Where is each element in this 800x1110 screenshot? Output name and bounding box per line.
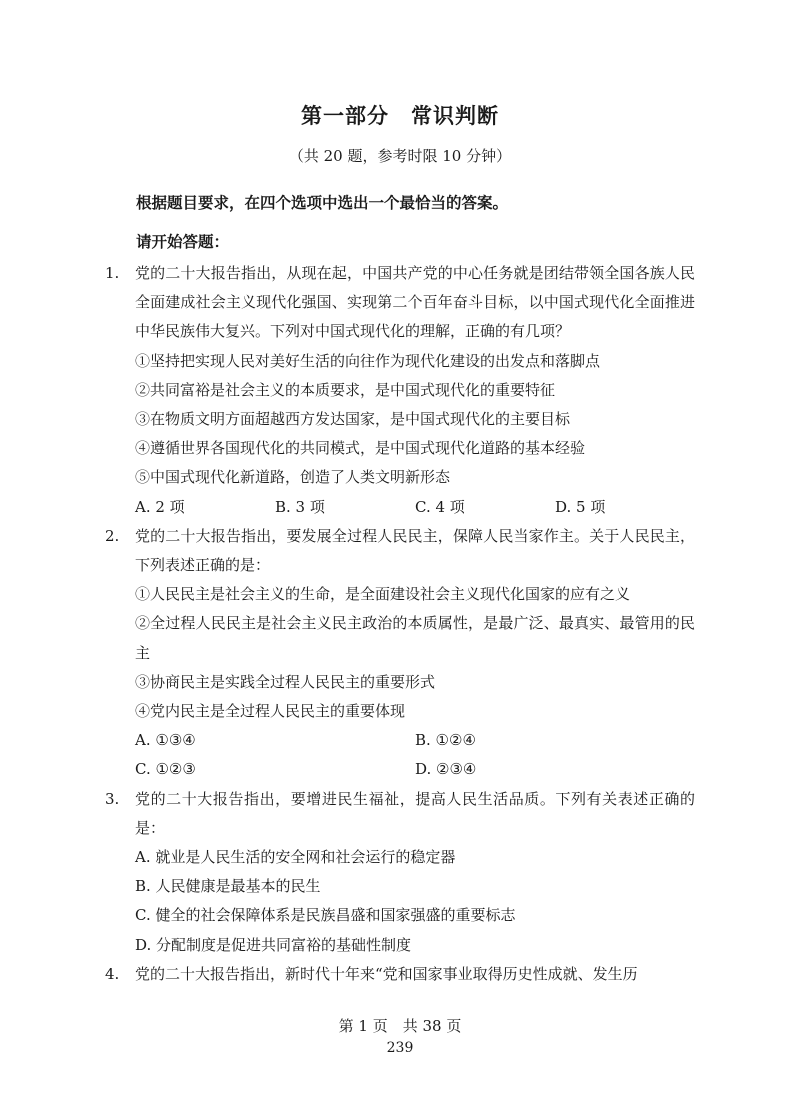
page-number: 239 xyxy=(386,1040,414,1056)
statement: ②全过程人民民主是社会主义民主政治的本质属性，是最广泛、最真实、最管用的民主 xyxy=(135,614,695,662)
options-row xyxy=(135,755,695,784)
section-title: 第一部分 常识判断 xyxy=(301,104,499,128)
option-b: B. 3 项 xyxy=(275,497,325,516)
option-d: D. ②③④ xyxy=(415,760,477,779)
statement: ①人民民主是社会主义的生命，是全面建设社会主义现代化国家的应有之义 xyxy=(135,585,631,604)
question-4 xyxy=(105,960,695,989)
question-list xyxy=(105,259,695,989)
option-d: D. 分配制度是促进共同富裕的基础性制度 xyxy=(135,935,412,954)
section-subtitle: （共 20 题，参考时限 10 分钟） xyxy=(288,147,512,165)
option-c: C. 健全的社会保障体系是民族昌盛和国家强盛的重要标志 xyxy=(135,906,516,925)
question-stem: 党的二十大报告指出，新时代十年来“党和国家事业取得历史性成就、发生历 xyxy=(135,964,638,983)
question-stem: 党的二十大报告指出，要发展全过程人民民主，保障人民当家作主。关于人民民主，下列表述正确的是： xyxy=(135,526,695,575)
question-number: 2. xyxy=(105,526,120,545)
option-c: C. ①②③ xyxy=(135,760,196,779)
option-d: D. 5 项 xyxy=(555,497,606,516)
statement: ②共同富裕是社会主义的本质要求，是中国式现代化的重要特征 xyxy=(135,380,556,399)
option-a: A. 就业是人民生活的安全网和社会运行的稳定器 xyxy=(135,848,456,867)
statement: ③协商民主是实践全过程人民民主的重要形式 xyxy=(135,672,436,691)
statement: ④遵循世界各国现代化的共同模式，是中国式现代化道路的基本经验 xyxy=(135,439,586,458)
start-prompt: 请开始答题： xyxy=(136,233,230,251)
option-b: B. 人民健康是最基本的民生 xyxy=(135,877,321,896)
question-stem: 党的二十大报告指出，从现在起，中国共产党的中心任务就是团结带领全国各族人民全面建成社会主义现代化强国、实现第二个百年奋斗目标，以中国式现代化全面推进中华民族伟大复兴。下列对中国式现代化的理解，正确的有几项？ xyxy=(135,264,695,341)
question-number: 3. xyxy=(105,789,120,808)
statement: ①坚持把实现人民对美好生活的向往作为现代化建设的出发点和落脚点 xyxy=(135,351,601,370)
options-row xyxy=(135,726,695,755)
question-3 xyxy=(105,785,695,960)
question-2 xyxy=(105,522,695,785)
option-b: B. ①②④ xyxy=(415,731,476,750)
instruction-text: 根据题目要求，在四个选项中选出一个最恰当的答案。 xyxy=(136,194,509,212)
statement: ⑤中国式现代化新道路，创造了人类文明新形态 xyxy=(135,468,451,487)
options-row xyxy=(135,493,695,522)
option-a: A. ①③④ xyxy=(135,731,196,750)
statement: ③在物质文明方面超越西方发达国家，是中国式现代化的主要目标 xyxy=(135,410,571,429)
statement: ④党内民主是全过程人民民主的重要体现 xyxy=(135,702,406,721)
option-a: A. 2 项 xyxy=(135,497,185,516)
question-number: 1. xyxy=(105,264,120,282)
option-c: C. 4 项 xyxy=(415,497,465,516)
page-footer: 第 1 页 共 38 页 xyxy=(338,1017,462,1035)
question-number: 4. xyxy=(105,964,120,983)
question-stem: 党的二十大报告指出，要增进民生福祉，提高人民生活品质。下列有关表述正确的是： xyxy=(135,789,695,837)
question-1 xyxy=(105,259,695,522)
